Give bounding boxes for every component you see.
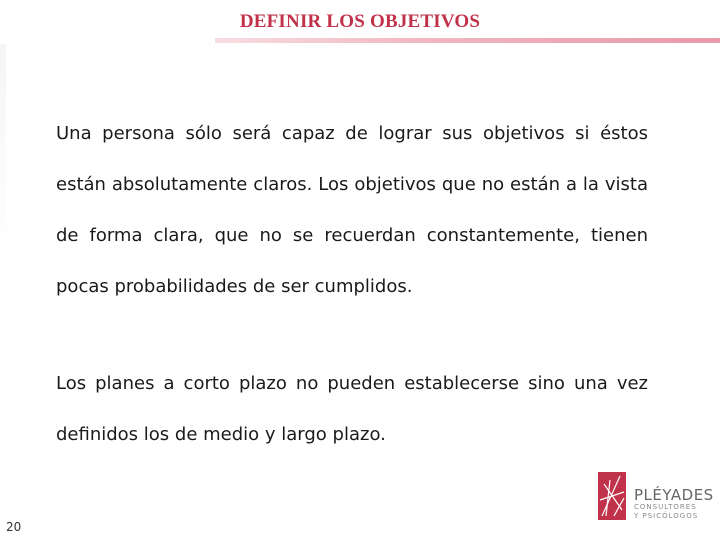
paragraph-plans: Los planes a corto plazo no pueden establecerse sino una vez definidos los de medio y largo plazo. bbox=[56, 373, 648, 445]
pleyades-logo-icon bbox=[596, 470, 630, 522]
page-number: 20 bbox=[6, 520, 22, 534]
logo-subtitle-line-1: CONSULTORES bbox=[634, 503, 697, 511]
company-logo bbox=[596, 470, 716, 524]
paragraph-objectives: Una persona sólo será capaz de lograr sus objetivos si éstos están absolutamente claros. Los objetivos que no están a la vista de forma clara, que no se recuerdan constantemente, tienen pocas probabilidades de ser cumplidos. bbox=[56, 123, 648, 297]
slide-title: DEFINIR LOS OBJETIVOS bbox=[239, 11, 481, 32]
logo-name: PLÉYADES bbox=[634, 486, 714, 504]
slide-edge-shadow bbox=[0, 44, 6, 264]
logo-subtitle bbox=[634, 503, 714, 521]
logo-subtitle-line-2: Y PSICÓLOGOS bbox=[634, 512, 699, 520]
title-underline bbox=[215, 38, 720, 43]
